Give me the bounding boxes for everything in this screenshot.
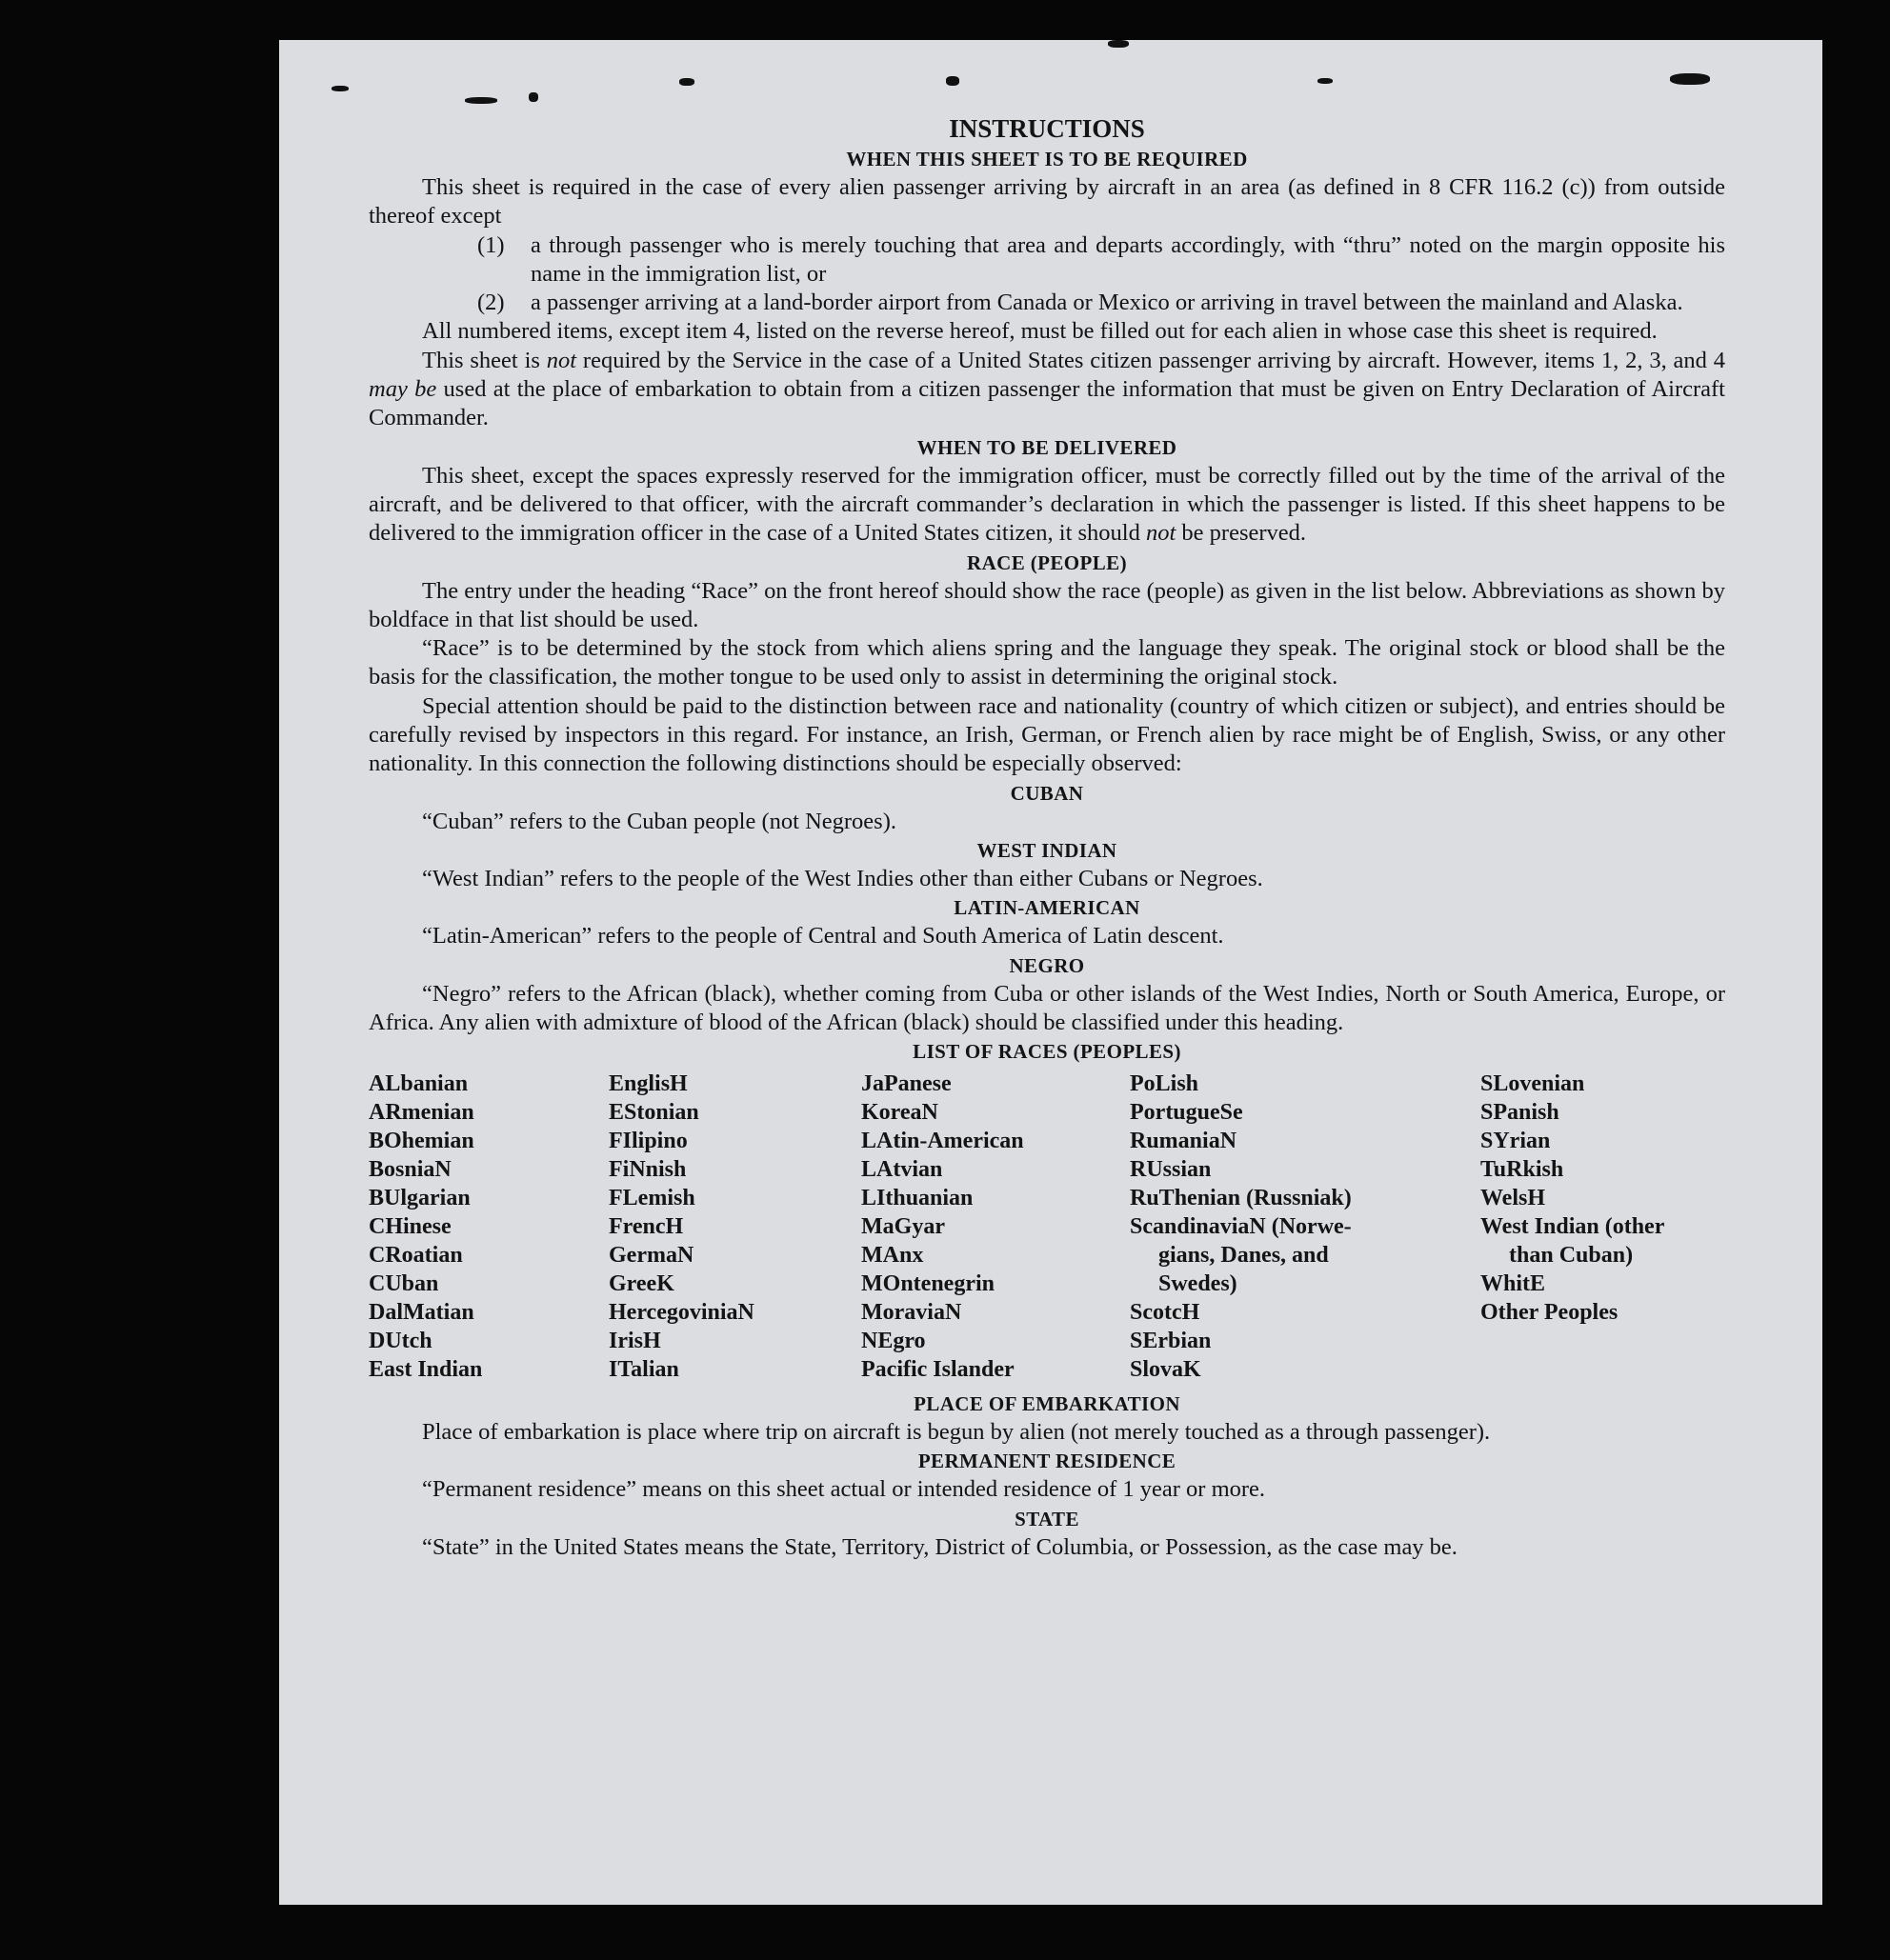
race-paragraph-2: “Race” is to be determined by the stock from which aliens spring and the language they speak. The original stock or blood shall be the basis for the classification, the mother tongue to be used only to assist in determining the original stock. xyxy=(369,635,1725,690)
scan-speck xyxy=(1670,73,1710,85)
embarkation-section xyxy=(369,1418,1725,1447)
exception-text: a passenger arriving at a land-border airport from Canada or Mexico or arriving in travel between the mainland and Alaska. xyxy=(531,290,1683,316)
race-entry: EStonian xyxy=(609,1100,699,1126)
race-entry: FIlipino xyxy=(609,1129,688,1154)
race-entry: KoreaN xyxy=(861,1100,938,1126)
west-indian-section xyxy=(369,865,1725,893)
citizen-text-not: not xyxy=(546,347,577,373)
race-entry: CRoatian xyxy=(369,1243,463,1269)
race-entry-continued: Swedes) xyxy=(1158,1271,1237,1297)
race-entry: WhitE xyxy=(1480,1271,1546,1297)
citizen-text-1: This sheet is xyxy=(422,347,540,373)
race-entry: GermaN xyxy=(609,1243,694,1269)
race-entry: HercegoviniaN xyxy=(609,1300,754,1326)
race-entry: NEgro xyxy=(861,1329,926,1354)
race-entry: BosniaN xyxy=(369,1157,452,1183)
numbered-items-paragraph: All numbered items, except item 4, listed on the reverse hereof, must be filled out for each alien in whose case this sheet is required. xyxy=(422,318,1658,345)
cuban-section xyxy=(369,808,1725,836)
race-entry: GreeK xyxy=(609,1271,674,1297)
race-entry: WelsH xyxy=(1480,1186,1546,1211)
races-column-3 xyxy=(861,1070,1130,1384)
exception-number: (1) xyxy=(477,231,505,258)
state-section xyxy=(369,1533,1725,1562)
cuban-text: “Cuban” refers to the Cuban people (not Negroes). xyxy=(422,808,896,834)
latin-american-text: “Latin-American” refers to the people of Central and South America of Latin descent. xyxy=(422,923,1224,950)
latin-american-heading: LATIN-AMERICAN xyxy=(954,896,1140,920)
state-text: “State” in the United States means the State, Territory, District of Columbia, or Possession, as the case may be. xyxy=(422,1533,1458,1560)
list-of-races xyxy=(369,1070,1725,1384)
instructions-title: INSTRUCTIONS xyxy=(949,114,1145,143)
instructions-document xyxy=(369,112,1725,1562)
race-entry: West Indian (other xyxy=(1480,1214,1665,1240)
race-entry: BOhemian xyxy=(369,1129,474,1154)
when-delivered-heading: WHEN TO BE DELIVERED xyxy=(916,435,1177,459)
when-required-intro: This sheet is required in the case of every alien passenger arriving by aircraft in an area (as defined in 8 CFR 116.2 (c)) from outside thereof except xyxy=(369,174,1725,230)
document-sheet xyxy=(279,40,1822,1905)
delivered-text-1: This sheet, except the spaces expressly reserved for the immigration officer, must be correctly filled out by the time of the arrival of the aircraft, and be delivered to that officer, with the aircraft commander’s declaration in which the passenger is listed. If this sheet happens to be delivered to the immigration officer in the case of a United States citizen, it should xyxy=(369,462,1725,547)
exception-item-1 xyxy=(477,231,1725,290)
race-entry: FrencH xyxy=(609,1214,684,1240)
race-entry: Pacific Islander xyxy=(861,1357,1015,1383)
races-column-1 xyxy=(369,1070,609,1384)
races-column-2 xyxy=(609,1070,861,1384)
delivered-text-2: be preserved. xyxy=(1181,520,1307,547)
state-heading: STATE xyxy=(1015,1507,1079,1530)
race-entry: DalMatian xyxy=(369,1300,474,1326)
race-entry: IrisH xyxy=(609,1329,661,1354)
race-entry: PoLish xyxy=(1130,1071,1199,1097)
race-entry: CUban xyxy=(369,1271,439,1297)
race-entry: MoraviaN xyxy=(861,1300,962,1326)
race-entry: RUssian xyxy=(1130,1157,1212,1183)
race-entry: SlovaK xyxy=(1130,1357,1201,1383)
race-entry: CHinese xyxy=(369,1214,452,1240)
race-heading: RACE (PEOPLE) xyxy=(967,550,1127,574)
race-entry: ARmenian xyxy=(369,1100,474,1126)
permanent-residence-heading: PERMANENT RESIDENCE xyxy=(917,1450,1176,1473)
race-entry: SPanish xyxy=(1480,1100,1559,1126)
west-indian-heading: WEST INDIAN xyxy=(976,838,1117,862)
list-of-races-heading: LIST OF RACES (PEOPLES) xyxy=(913,1040,1181,1064)
permanent-residence-text: “Permanent residence” means on this sheet actual or intended residence of 1 year or more. xyxy=(422,1476,1266,1503)
scan-speck xyxy=(1317,78,1333,84)
embarkation-text: Place of embarkation is place where trip on aircraft is begun by alien (not merely touched as a through passenger). xyxy=(422,1419,1491,1446)
when-required-section xyxy=(369,173,1725,433)
exception-item-2 xyxy=(477,289,1725,317)
negro-text: “Negro” refers to the African (black), whether coming from Cuba or other islands of the West Indies, North or South America, Europe, or Africa. Any alien with admixture of blood of the African (black) should be classified under this heading. xyxy=(369,980,1725,1035)
race-entry-continued: than Cuban) xyxy=(1509,1243,1634,1269)
race-paragraph-3: Special attention should be paid to the distinction between race and nationality (country of which citizen or subject), and entries should be carefully revised by inspectors in this regard. For instance, an Irish, German, or French alien by race might be of English, Swiss, or any other nationality. In this connection the following distinctions should be especially observed: xyxy=(369,692,1725,777)
race-entry: LIthuanian xyxy=(861,1186,974,1211)
when-required-heading: WHEN THIS SHEET IS TO BE REQUIRED xyxy=(846,148,1248,170)
exception-text: a through passenger who is merely touching that area and departs accordingly, with “thru” noted on the margin opposite his name in the immigration list, or xyxy=(531,231,1725,287)
race-entry: SErbian xyxy=(1130,1329,1212,1354)
citizen-text-3: used at the place of embarkation to obtain from a citizen passenger the information that must be given on Entry Declaration of Aircraft Commander. xyxy=(369,376,1725,431)
race-entry: ScotcH xyxy=(1130,1300,1200,1326)
west-indian-text: “West Indian” refers to the people of the West Indies other than either Cubans or Negroes. xyxy=(422,865,1263,891)
latin-american-section xyxy=(369,922,1725,950)
race-entry: FiNnish xyxy=(609,1157,687,1183)
race-paragraph-1: The entry under the heading “Race” on the front hereof should show the race (people) as given in the list below. Abbreviations as shown by boldface in that list should be used. xyxy=(369,577,1725,632)
race-entry: BUlgarian xyxy=(369,1186,471,1211)
race-entry: MaGyar xyxy=(861,1214,945,1240)
race-entry: ScandinaviaN (Norwe- xyxy=(1130,1214,1352,1240)
race-entry: LAtvian xyxy=(861,1157,943,1183)
races-column-4 xyxy=(1130,1070,1480,1384)
race-entry-continued: gians, Danes, and xyxy=(1158,1243,1329,1269)
scan-speck xyxy=(679,78,694,86)
race-entry: MOntenegrin xyxy=(861,1271,995,1297)
scan-speck xyxy=(465,97,497,104)
citizen-text-maybe: may be xyxy=(369,376,437,403)
race-entry: ALbanian xyxy=(369,1071,469,1097)
scan-speck xyxy=(332,86,349,91)
race-entry: RuThenian (Russniak) xyxy=(1130,1186,1352,1211)
exception-number: (2) xyxy=(477,290,505,316)
cuban-heading: CUBAN xyxy=(1010,781,1084,805)
race-entry: TuRkish xyxy=(1480,1157,1564,1183)
delivered-text-not: not xyxy=(1145,520,1176,547)
race-entry: RumaniaN xyxy=(1130,1129,1237,1154)
scan-speck xyxy=(1108,40,1129,48)
scan-speck xyxy=(529,92,538,102)
race-entry: Other Peoples xyxy=(1480,1300,1619,1326)
race-entry: FLemish xyxy=(609,1186,695,1211)
when-delivered-paragraph xyxy=(369,462,1725,549)
race-entry: JaPanese xyxy=(861,1071,952,1097)
embarkation-heading: PLACE OF EMBARKATION xyxy=(914,1392,1180,1416)
permanent-residence-section xyxy=(369,1475,1725,1504)
citizen-paragraph xyxy=(369,347,1725,433)
race-entry: LAtin-American xyxy=(861,1129,1024,1154)
race-entry: DUtch xyxy=(369,1329,432,1354)
citizen-text-2: required by the Service in the case of a United States citizen passenger arriving by aircraft. However, items 1, 2, 3, and 4 xyxy=(582,347,1726,373)
race-entry: SYrian xyxy=(1480,1129,1551,1154)
race-section xyxy=(369,577,1725,779)
race-entry: SLovenian xyxy=(1480,1071,1585,1097)
race-entry: EnglisH xyxy=(609,1071,688,1097)
negro-heading: NEGRO xyxy=(1009,953,1085,977)
race-entry: PortugueSe xyxy=(1130,1100,1243,1126)
race-entry: East Indian xyxy=(369,1357,483,1383)
race-entry: ITalian xyxy=(609,1357,679,1383)
negro-section xyxy=(369,980,1725,1038)
scan-speck xyxy=(946,76,959,86)
when-delivered-section xyxy=(369,462,1725,549)
races-column-5 xyxy=(1480,1070,1725,1384)
race-entry: MAnx xyxy=(861,1243,924,1269)
